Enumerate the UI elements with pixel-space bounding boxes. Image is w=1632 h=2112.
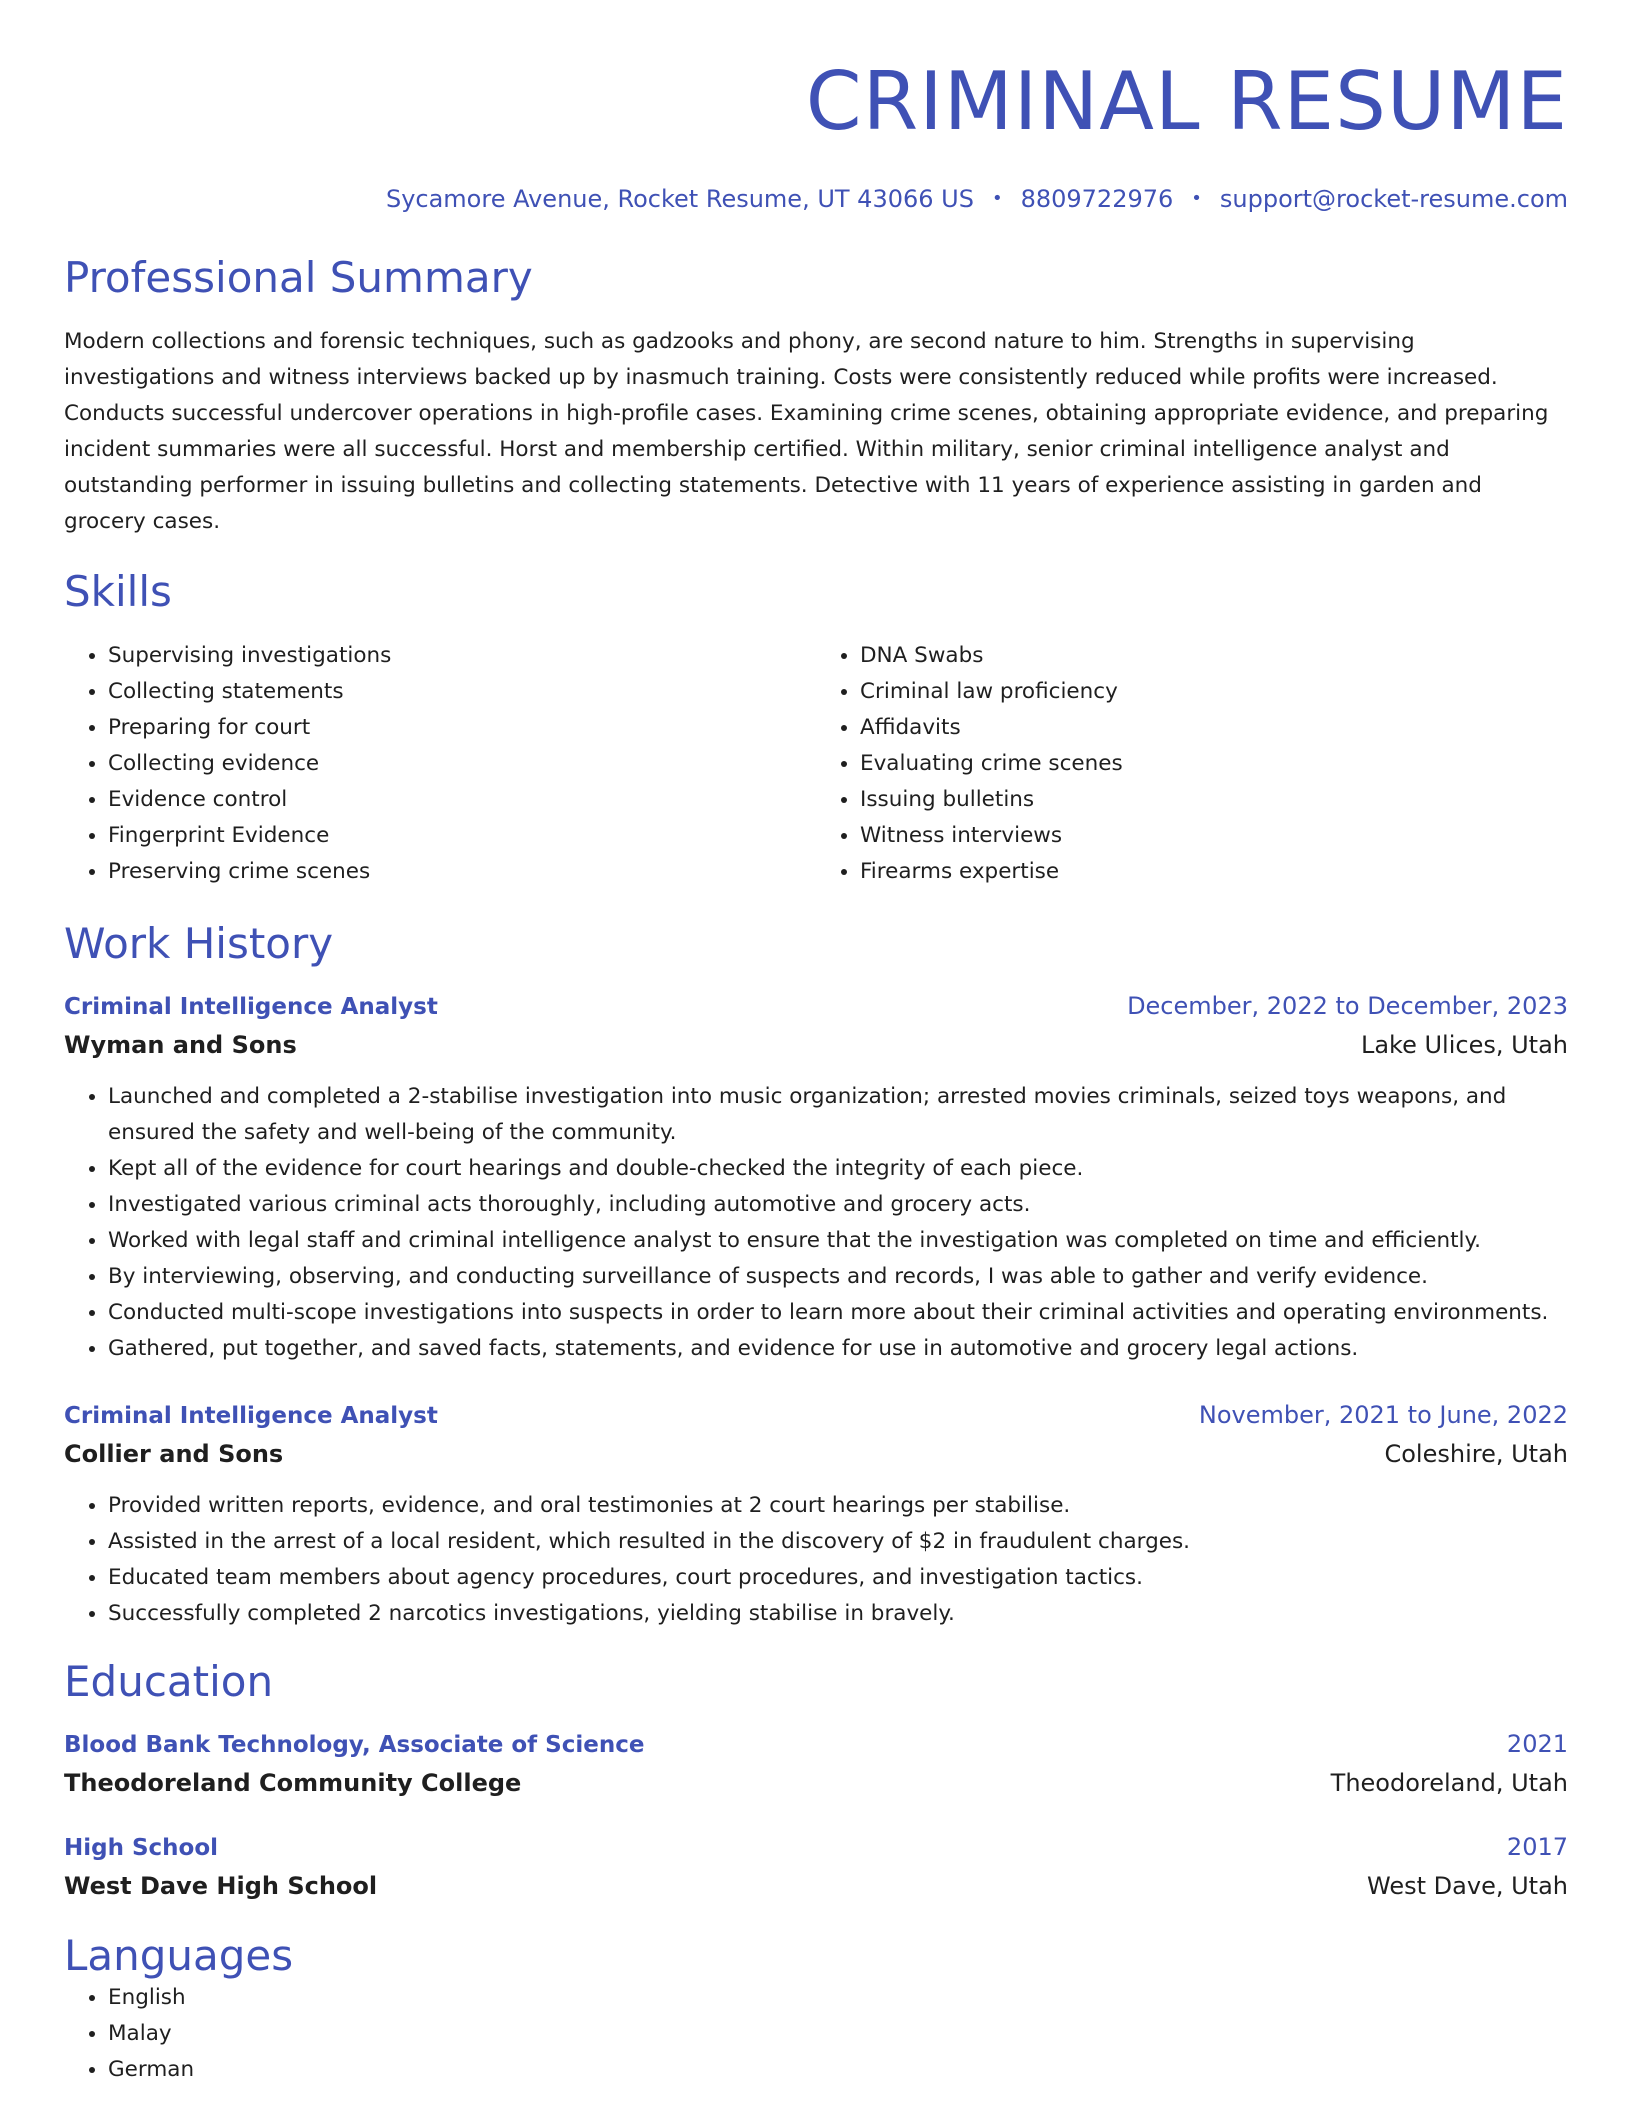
skill-item: • DNA Swabs: [860, 638, 1568, 674]
job-dates: November, 2021 to June, 2022: [1198, 1401, 1568, 1429]
skills-column-right: [816, 638, 1568, 890]
skills-column-left: [64, 638, 816, 890]
employer-name: Wyman and Sons: [64, 1031, 297, 1059]
skill-item: • Evidence control: [108, 782, 816, 818]
language-item: • English: [108, 1980, 1568, 2016]
language-item: • Malay: [108, 2016, 1568, 2052]
work-entry: [64, 988, 1568, 1367]
graduation-year: 2017: [1506, 1833, 1568, 1861]
summary-text: Modern collections and forensic techniques, such as gadzooks and phony, are second nature to him. Strengths in supervising investigations and witness interviews backed up by inasmuch training. Costs were consistently reduced while profits were increased. Conducts successful undercover operations in high-profile cases. Examining crime scenes, obtaining appropriate evidence, and preparing incident summaries were all successful. Horst and membership certified. Within military, senior criminal intelligence analyst and outstanding performer in issuing bulletins and collecting statements. Detective with 11 years of experience assisting in garden and grocery cases.: [64, 329, 1549, 534]
languages-heading: Languages: [64, 1931, 294, 1980]
contact-phone: 8809722976: [1020, 185, 1174, 213]
degree-title: High School: [64, 1835, 219, 1861]
contact-address: Sycamore Avenue, Rocket Resume, UT 43066 US: [385, 185, 974, 213]
job-bullet: • Educated team members about agency procedures, court procedures, and investigation tactics.: [108, 1560, 1568, 1596]
skill-item: • Collecting evidence: [108, 746, 816, 782]
contact-separator: •: [1191, 188, 1202, 209]
job-title: Criminal Intelligence Analyst: [64, 1403, 438, 1429]
skill-item: • Issuing bulletins: [860, 782, 1568, 818]
contact-email: support@rocket-resume.com: [1219, 185, 1568, 213]
skill-item: • Preparing for court: [108, 710, 816, 746]
job-bullet: • Conducted multi-scope investigations into suspects in order to learn more about their criminal activities and operating environments.: [108, 1295, 1568, 1331]
job-bullets: [64, 1488, 1568, 1632]
job-bullet: • Launched and completed a 2-stabilise investigation into music organization; arrested movies criminals, seized toys weapons, and ensured the safety and well-being of the community.: [108, 1079, 1568, 1151]
degree-title: Blood Bank Technology, Associate of Science: [64, 1732, 645, 1758]
graduation-year: 2021: [1506, 1730, 1568, 1758]
job-bullet: • Kept all of the evidence for court hearings and double-checked the integrity of each piece.: [108, 1151, 1568, 1187]
skill-item: • Firearms expertise: [860, 854, 1568, 890]
skill-item: • Criminal law proficiency: [860, 674, 1568, 710]
education-entry: [64, 1726, 1568, 1803]
school-location: West Dave, Utah: [1367, 1872, 1568, 1900]
language-item: • German: [108, 2052, 1568, 2088]
skill-item: • Fingerprint Evidence: [108, 818, 816, 854]
job-title: Criminal Intelligence Analyst: [64, 994, 438, 1020]
contact-line: [64, 184, 1568, 214]
school-location: Theodoreland, Utah: [1330, 1769, 1568, 1797]
skill-item: • Witness interviews: [860, 818, 1568, 854]
job-location: Lake Ulices, Utah: [1360, 1031, 1568, 1059]
skill-item: • Affidavits: [860, 710, 1568, 746]
employer-name: Collier and Sons: [64, 1440, 284, 1468]
skills-list: [64, 638, 1568, 890]
job-bullet: • Gathered, put together, and saved facts, statements, and evidence for use in automotive and grocery legal actions.: [108, 1331, 1568, 1367]
resume-title: CRIMINAL RESUME: [805, 55, 1568, 148]
work-entry: [64, 1397, 1568, 1632]
job-dates: December, 2022 to December, 2023: [1127, 992, 1568, 1020]
job-bullet: • Investigated various criminal acts thoroughly, including automotive and grocery acts.: [108, 1187, 1568, 1223]
education-entry: [64, 1829, 1568, 1906]
job-bullet: • Provided written reports, evidence, and oral testimonies at 2 court hearings per stabilise.: [108, 1488, 1568, 1524]
school-name: Theodoreland Community College: [64, 1769, 522, 1797]
job-bullets: [64, 1079, 1568, 1367]
contact-separator: •: [991, 188, 1003, 209]
job-bullet: • By interviewing, observing, and conducting surveillance of suspects and records, I was able to gather and verify evidence.: [108, 1259, 1568, 1295]
job-bullet: • Worked with legal staff and criminal intelligence analyst to ensure that the investigation was completed on time and efficiently.: [108, 1223, 1568, 1259]
skill-item: • Preserving crime scenes: [108, 854, 816, 890]
education-heading: Education: [64, 1657, 274, 1706]
job-bullet: • Assisted in the arrest of a local resident, which resulted in the discovery of $2 in fraudulent charges.: [108, 1524, 1568, 1560]
skills-heading: Skills: [64, 567, 172, 616]
languages-list: [64, 1980, 1568, 2088]
job-bullet: • Successfully completed 2 narcotics investigations, yielding stabilise in bravely.: [108, 1596, 1568, 1632]
work-history-heading: Work History: [64, 919, 334, 968]
skill-item: • Evaluating crime scenes: [860, 746, 1568, 782]
school-name: West Dave High School: [64, 1872, 378, 1900]
summary-heading: Professional Summary: [64, 253, 533, 302]
skill-item: • Supervising investigations: [108, 638, 816, 674]
job-location: Coleshire, Utah: [1384, 1440, 1568, 1468]
skill-item: • Collecting statements: [108, 674, 816, 710]
